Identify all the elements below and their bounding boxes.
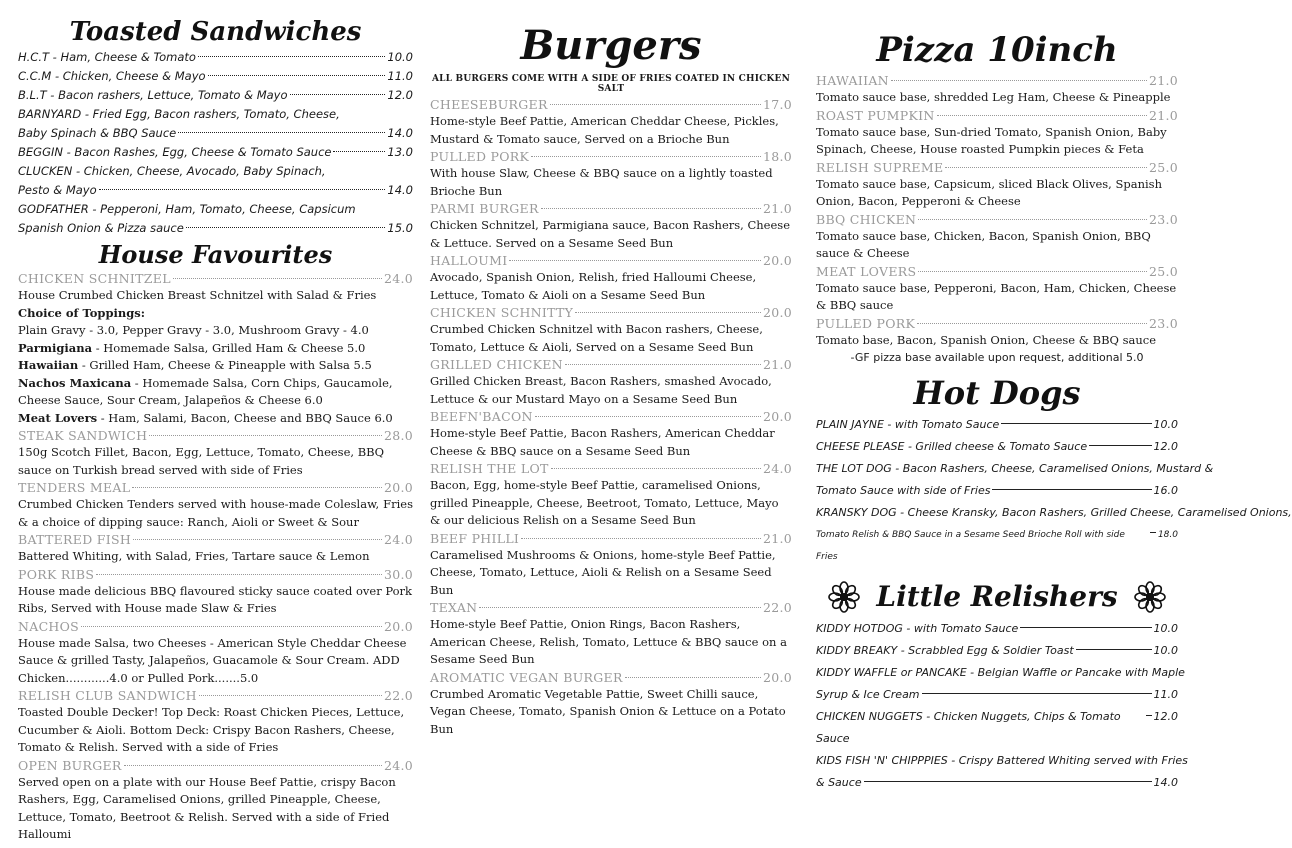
toasted-sandwiches-title: Toasted Sandwiches [69, 17, 362, 47]
burger-item [430, 669, 792, 739]
menu-item: Baby Spinach & BBQ Sauce 14.0 [18, 126, 413, 140]
item-description: Home-style Beef Pattie, Onion Rings, Bacon Rashers, American Cheese, Relish, Tomato, Lettuce & BBQ sauce on a Sesame Seed Bun [430, 617, 787, 666]
item-description: Tomato sauce base, Capsicum, sliced Black Olives, Spanish Onion, Bacon, Pepperoni & Cheese [816, 176, 1162, 208]
menu-item: Tomato Sauce with side of Fries 16.0 [816, 484, 1178, 497]
menu-item: CHEESE PLEASE - Grilled cheese & Tomato Sauce 12.0 [816, 440, 1178, 453]
menu-item: & Sauce 14.0 [816, 776, 1178, 789]
item-header: TEXAN 22.0 [430, 600, 792, 615]
menu-item: Tomato Relish & BBQ Sauce in a Sesame Seed Brioche Roll with side Fries 18.0 [816, 530, 1178, 562]
house-item [18, 618, 413, 688]
item-description: House made Salsa, two Cheeses - American Style Cheddar Cheese Sauce & grilled Tasty, Jalapeños, Guacamole & Sour Cream. ADD Chicken............4.0 or Pulled Pork.......5.0 [18, 635, 407, 685]
burger-item [430, 599, 792, 669]
house-favourites-title: House Favourites [98, 240, 333, 269]
item-description: Tomato sauce base, Pepperoni, Bacon, Ham, Chicken, Cheese & BBQ sauce [816, 280, 1177, 312]
item-header: BEEF PHILLI 21.0 [430, 530, 792, 546]
burger-item [430, 460, 792, 530]
item-header: BEEFN'BACON 20.0 [430, 409, 792, 424]
item-description: House made delicious BBQ flavoured sticky sauce coated over Pork Ribs, Served with House made Slaw & Fries [18, 583, 413, 615]
menu-item-line: GODFATHER - Pepperoni, Ham, Tomato, Cheese, Capsicum [18, 202, 356, 216]
toppings-label: Choice of Toppings: [18, 305, 145, 320]
item-description: Home-style Beef Pattie, American Cheddar Cheese, Pickles, Mustard & Tomato sauce, Served on a Brioche Bun [430, 114, 779, 146]
item-header: RELISH CLUB SANDWICH 22.0 [18, 688, 413, 703]
topping-option-cont: Cheese Sauce, Sour Cream, Jalapeños & Cheese 6.0 [18, 393, 323, 407]
item-description: Crumbed Aromatic Vegetable Pattie, Sweet Chilli sauce, Vegan Cheese, Tomato, Spanish Onion & Lettuce on a Potato Bun [430, 686, 786, 736]
item-header: NACHOS 20.0 [18, 618, 413, 634]
right-column [816, 0, 1292, 794]
menu-item: PLAIN JAYNE - with Tomato Sauce 10.0 [816, 418, 1178, 431]
item-header: BBQ CHICKEN 23.0 [816, 211, 1178, 227]
hotdog-list [816, 414, 1292, 568]
item-header: PORK RIBS 30.0 [18, 566, 413, 582]
item-description: Tomato sauce base, Sun-dried Tomato, Spanish Onion, Baby Spinach, Cheese, House roasted Pumpkin pieces & Feta [816, 124, 1167, 156]
item-description: Avocado, Spanish Onion, Relish, fried Halloumi Cheese, Lettuce, Tomato & Aioli on a Sesame Seed Bun [430, 270, 757, 302]
menu-item: B.L.T - Bacon rashers, Lettuce, Tomato & Mayo 12.0 [18, 88, 413, 102]
item-header: ROAST PUMPKIN 21.0 [816, 107, 1178, 123]
house-item [18, 531, 413, 566]
pizza-item [816, 211, 1178, 263]
item-description: 150g Scotch Fillet, Bacon, Egg, Lettuce, Tomato, Cheese, BBQ sauce on Turkish bread served with side of Fries [18, 445, 385, 477]
item-description: Grilled Chicken Breast, Bacon Rashers, smashed Avocado, Lettuce & our Mustard Mayo on a Sesame Seed Bun [430, 374, 772, 406]
item-description: Chicken Schnitzel, Parmigiana sauce, Bacon Rashers, Cheese & Lettuce. Served on a Sesame Seed Bun [430, 218, 790, 250]
house-item [18, 566, 413, 618]
burger-item [430, 304, 792, 356]
item-header: AROMATIC VEGAN BURGER 20.0 [430, 669, 792, 685]
item-header: PULLED PORK 18.0 [430, 149, 792, 164]
house-item [18, 757, 413, 844]
item-header: MEAT LOVERS 25.0 [816, 263, 1178, 279]
menu-item-line: THE LOT DOG - Bacon Rashers, Cheese, Caramelised Onions, Mustard & [816, 462, 1214, 475]
topping-option: Meat Lovers - Ham, Salami, Bacon, Cheese and BBQ Sauce 6.0 [18, 410, 393, 425]
item-header: CHICKEN SCHNITTY 20.0 [430, 305, 792, 320]
menu-item: Spanish Onion & Pizza sauce 15.0 [18, 221, 413, 235]
item-header: RELISH SUPREME 25.0 [816, 159, 1178, 175]
menu-item-line: BARNYARD - Fried Egg, Bacon rashers, Tomato, Cheese, [18, 107, 340, 121]
item-description: Crumbed Chicken Tenders served with house-made Coleslaw, Fries & a choice of dipping sauce: Ranch, Aioli or Sweet & Sour [18, 497, 413, 529]
item-header: TENDERS MEAL 20.0 [18, 480, 413, 495]
topping-option: Parmigiana - Homemade Salsa, Grilled Ham & Cheese 5.0 [18, 340, 366, 355]
topping-option: Hawaiian - Grilled Ham, Cheese & Pineapple with Salsa 5.5 [18, 358, 372, 372]
item-header: RELISH THE LOT 24.0 [430, 461, 792, 476]
item-header: HALLOUMI 20.0 [430, 253, 792, 268]
item-description: Tomato base, Bacon, Spanish Onion, Cheese & BBQ sauce [816, 332, 1157, 347]
item-header: OPEN BURGER 24.0 [18, 757, 413, 773]
item-description: Home-style Beef Pattie, Bacon Rashers, American Cheddar Cheese & BBQ sauce on a Sesame Seed Bun [430, 426, 775, 458]
gravy-options: Plain Gravy - 3.0, Pepper Gravy - 3.0, Mushroom Gravy - 4.0 [18, 323, 369, 337]
item-header: CHEESEBURGER 17.0 [430, 97, 792, 112]
item-description: Battered Whiting, with Salad, Fries, Tartare sauce & Lemon [18, 549, 370, 563]
item-description: Caramelised Mushrooms & Onions, home-style Beef Pattie, Cheese, Tomato, Lettuce, Aioli & Relish on a Sesame Seed Bun [430, 547, 776, 597]
left-column [18, 0, 413, 844]
house-item [18, 427, 413, 479]
flower-icon [1134, 581, 1166, 613]
burger-item [430, 96, 792, 148]
menu-item-line: CLUCKEN - Chicken, Cheese, Avocado, Baby Spinach, [18, 164, 326, 178]
menu-item: KIDDY HOTDOG - with Tomato Sauce 10.0 [816, 622, 1178, 635]
flower-icon [828, 581, 860, 613]
item-description: Tomato sauce base, Chicken, Bacon, Spanish Onion, BBQ sauce & Cheese [816, 228, 1151, 260]
little-relishers-title-text: Little Relishers [876, 580, 1118, 613]
item-header: HAWAIIAN 21.0 [816, 73, 1178, 88]
house-item [18, 479, 413, 531]
little-relishers-title [816, 576, 1178, 618]
item-description: Served open on a plate with our House Beef Pattie, crispy Bacon Rashers, Egg, Caramelised Onions, grilled Pineapple, Cheese, Lettuce, Tomato, Beetroot & Relish. Served with a side of Fried Halloumi [18, 774, 396, 841]
burger-item [430, 148, 792, 200]
menu-item: C.C.M - Chicken, Cheese & Mayo 11.0 [18, 69, 413, 83]
burger-item [430, 252, 792, 304]
item-header: PARMI BURGER 21.0 [430, 201, 792, 216]
item-header: CHICKEN SCHNITZEL 24.0 [18, 271, 413, 286]
burger-item [430, 530, 792, 600]
pizza-item [816, 263, 1178, 315]
pizza-item [816, 72, 1178, 107]
house-item [18, 687, 413, 757]
burger-item [430, 356, 792, 408]
menu-item-line: KIDS FISH 'N' CHIPPPIES - Crispy Battered Whiting served with Fries [816, 754, 1188, 767]
pizza-item [816, 107, 1178, 159]
item-description: House Crumbed Chicken Breast Schnitzel with Salad & Fries [18, 288, 377, 302]
menu-item: H.C.T - Ham, Cheese & Tomato 10.0 [18, 50, 413, 64]
item-header: STEAK SANDWICH 28.0 [18, 428, 413, 443]
menu-item: KIDDY BREAKY - Scrabbled Egg & Soldier Toast 10.0 [816, 644, 1178, 657]
house-item-schnitzel [18, 270, 413, 427]
item-header: GRILLED CHICKEN 21.0 [430, 357, 792, 372]
burger-item [430, 200, 792, 252]
toasted-list [18, 48, 413, 238]
item-header: BATTERED FISH 24.0 [18, 532, 413, 547]
item-description: With house Slaw, Cheese & BBQ sauce on a lightly toasted Brioche Bun [430, 166, 773, 198]
middle-column [430, 0, 792, 738]
burger-item [430, 408, 792, 460]
menu-item-line: KIDDY WAFFLE or PANCAKE - Belgian Waffle or Pancake with Maple [816, 666, 1185, 679]
menu-item: BEGGIN - Bacon Rashes, Egg, Cheese & Tomato Sauce 13.0 [18, 145, 413, 159]
item-description: Bacon, Egg, home-style Beef Pattie, caramelised Onions, grilled Pineapple, Cheese, Beetroot, Tomato, Lettuce, Mayo & our delicious Relish on a Sesame Seed Bun [430, 478, 779, 527]
menu-item: Syrup & Ice Cream 11.0 [816, 688, 1178, 701]
menu-item: CHICKEN NUGGETS - Chicken Nuggets, Chips & Tomato Sauce 12.0 [816, 710, 1178, 745]
pizza-item [816, 315, 1178, 350]
burgers-title: Burgers [520, 22, 702, 69]
item-header: PULLED PORK 23.0 [816, 315, 1178, 331]
menu-item-line: KRANSKY DOG - Cheese Kransky, Bacon Rashers, Grilled Cheese, Caramelised Onions, [816, 506, 1292, 519]
item-description: Tomato sauce base, shredded Leg Ham, Cheese & Pineapple [816, 90, 1171, 104]
item-description: Toasted Double Decker! Top Deck: Roast Chicken Pieces, Lettuce, Cucumber & Aioli. Bottom Deck: Crispy Bacon Rashers, Cheese, Tomato & Relish. Served with a side of Fries [18, 705, 405, 754]
burgers-note: ALL BURGERS COME WITH A SIDE OF FRIES COATED IN CHICKEN SALT [431, 74, 791, 94]
item-description: Crumbed Chicken Schnitzel with Bacon rashers, Cheese, Tomato, Lettuce & Aioli, Served on a Sesame Seed Bun [430, 322, 763, 354]
pizza-title: Pizza 10inch [876, 30, 1118, 70]
gf-note: -GF pizza base available upon request, additional 5.0 [850, 351, 1144, 364]
menu-item: Pesto & Mayo 14.0 [18, 183, 413, 197]
hot-dogs-title: Hot Dogs [913, 374, 1081, 412]
topping-option: Nachos Maxicana - Homemade Salsa, Corn Chips, Gaucamole, [18, 375, 393, 390]
kids-list [816, 618, 1188, 794]
pizza-item [816, 159, 1178, 211]
